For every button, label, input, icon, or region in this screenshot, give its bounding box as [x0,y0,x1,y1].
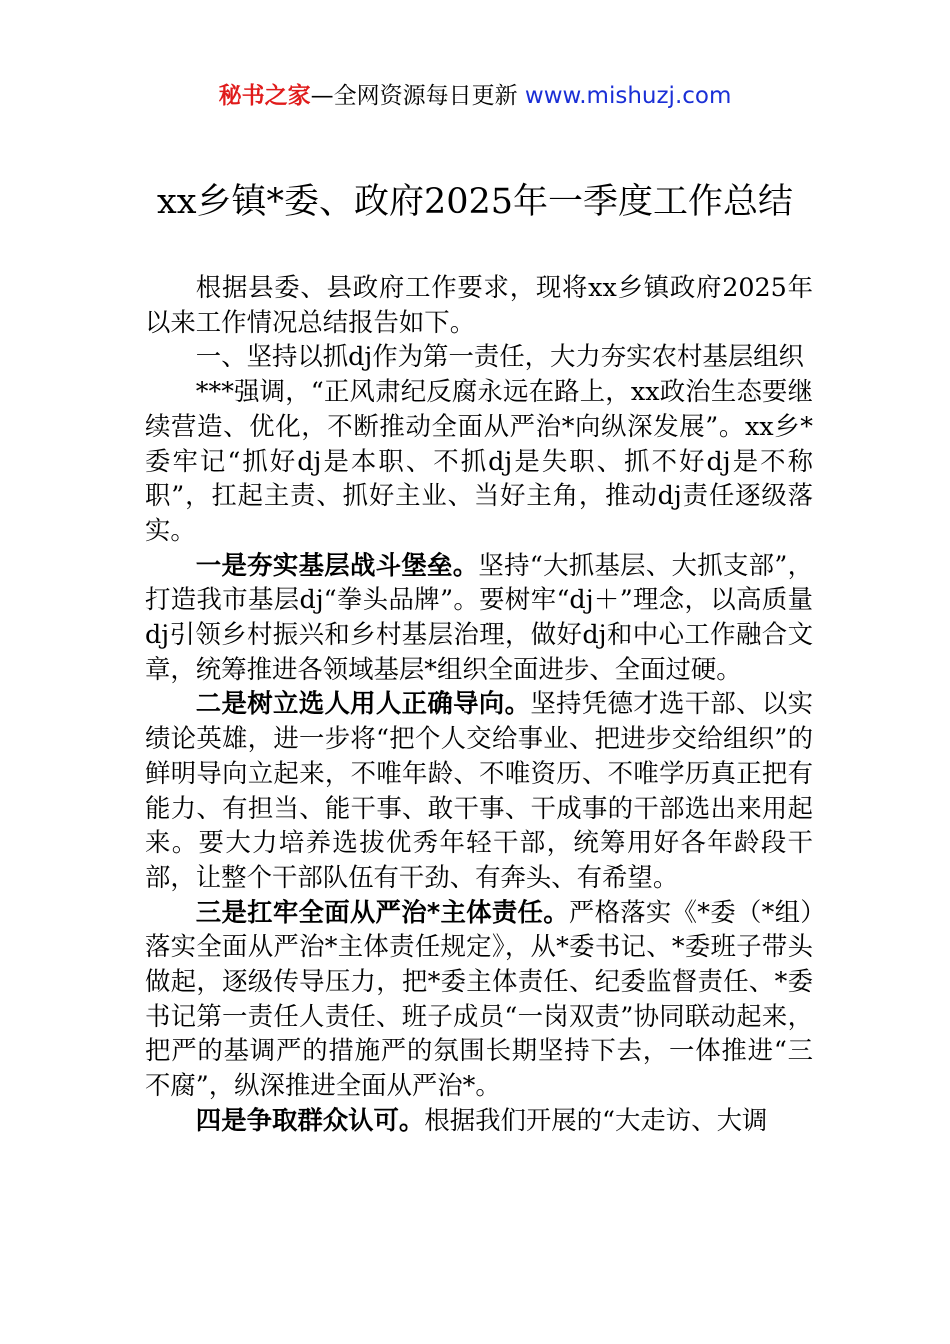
paragraph-lead: 二是树立选人用人正确导向。 [195,688,531,719]
site-banner [0,80,950,112]
paragraph [145,686,813,894]
brand-name: 秘书之家 [218,83,311,109]
paragraph [145,374,813,548]
paragraph [145,548,813,687]
paragraph-lead: 三是扛牢全面从严治*主体责任。 [195,896,569,927]
paragraph [145,1103,813,1138]
paragraph-text: ***强调，“正风肃纪反腐永远在路上，xx政治生态要继续营造、优化，不断推动全面从严治*向纵深发展”。xx乡*委牢记“抓好dj是本职、不抓dj是失职、抓不好dj是不称职”，扛起主责、抓好主业、当好主角，推动dj责任逐级落实。 [145,376,813,545]
paragraph-text: 坚持凭德才选干部、以实绩论英雄，进一步将“把个人交给事业、把进步交给组织”的鲜明导向立起来，不唯年龄、不唯资历、不唯学历真正把有能力、有担当、能干事、敢干事、干成事的干部选出来用起来。要大力培养选拔优秀年轻干部，统筹用好各年龄段干部，让整个干部队伍有干劲、有奔头、有希望。 [145,688,814,892]
paragraph-text: 严格落实《*委（*组）落实全面从严治*主体责任规定》，从*委书记、*委班子带头做起，逐级传导压力，把*委主体责任、纪委监督责任、*委书记第一责任人责任、班子成员“一岗双责”协同联动起来，把严的基调严的措施严的氛围长期坚持下去，一体推进“三不腐”，纵深推进全面从严治*。 [145,896,813,1101]
banner-tagline: —全网资源每日更新 [310,83,525,109]
paragraph-text: 坚持“大抓基层、大抓支部”，打造我市基层dj“拳头品牌”。要树牢“dj＋”理念，以高质量dj引领乡村振兴和乡村基层治理，做好dj和中心工作融合文章，统筹推进各领域基层*组织全面进步、全面过硬。 [145,549,813,684]
section-heading [145,339,813,374]
paragraph [145,895,813,1103]
paragraph-text: 根据我们开展的“大走访、大调 [424,1104,768,1135]
section-heading-text: 一、坚持以抓dj作为第一责任，大力夯实农村基层组织 [195,341,804,372]
paragraph-lead: 四是争取群众认可。 [195,1104,425,1135]
paragraph-lead: 一是夯实基层战斗堡垒。 [195,549,479,580]
paragraph [145,270,813,339]
paragraph-text: 根据县委、县政府工作要求，现将xx乡镇政府2025年以来工作情况总结报告如下。 [145,272,813,337]
document-body [145,270,813,1138]
document-title: xx乡镇*委、政府2025年一季度工作总结 [156,182,794,222]
site-url-link[interactable]: www.mishuzj.com [524,83,732,109]
